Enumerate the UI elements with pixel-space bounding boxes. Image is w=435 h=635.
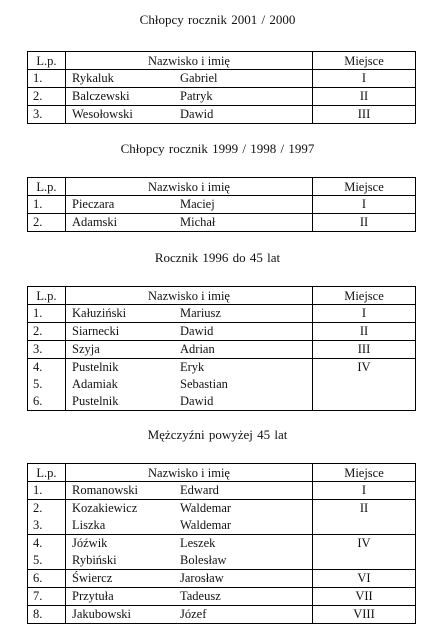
row-number: 2.	[33, 89, 43, 103]
surname: Wesołowski	[72, 107, 133, 121]
firstname: Michał	[180, 215, 216, 229]
place-cell: VIII	[313, 606, 416, 624]
surname: Jóźwik	[72, 536, 108, 550]
row-number: 8.	[33, 607, 43, 621]
row-number: 1.	[33, 306, 43, 320]
table-row	[28, 606, 416, 624]
table-row	[28, 323, 416, 341]
surname: Świercz	[72, 571, 113, 585]
results-table	[27, 177, 416, 232]
surname: Siarnecki	[72, 324, 120, 338]
firstname: Adrian	[180, 342, 215, 356]
competitor-name	[72, 88, 312, 105]
place-cell: III	[313, 341, 416, 359]
firstname: Dawid	[180, 324, 214, 338]
header-row	[28, 178, 416, 196]
name-cell	[66, 570, 313, 588]
lp-cell	[28, 535, 66, 570]
firstname: Bolesław	[180, 553, 227, 567]
lp-cell	[28, 70, 66, 88]
surname: Pustelnik	[72, 360, 119, 374]
table-row	[28, 88, 416, 106]
firstname: Patryk	[180, 89, 213, 103]
place-cell: I	[313, 70, 416, 88]
lp-cell	[28, 323, 66, 341]
firstname: Eryk	[180, 360, 205, 374]
lp-cell	[28, 341, 66, 359]
firstname: Jarosław	[180, 571, 224, 585]
name-cell	[66, 305, 313, 323]
table-row	[28, 570, 416, 588]
table-row	[28, 359, 416, 411]
row-number: 3.	[33, 518, 43, 532]
competitor-name	[72, 570, 312, 587]
section-title: Rocznik 1996 do 45 lat	[154, 250, 281, 265]
place-cell: I	[313, 482, 416, 500]
row-number: 3.	[33, 107, 43, 121]
name-cell	[66, 341, 313, 359]
name-cell	[66, 588, 313, 606]
lp-cell	[28, 88, 66, 106]
row-number: 5.	[33, 553, 43, 567]
surname: Kałuziński	[72, 306, 127, 320]
firstname: Leszek	[180, 536, 216, 550]
place-cell: I	[313, 196, 416, 214]
surname: Balczewski	[72, 89, 130, 103]
row-number: 3.	[33, 342, 43, 356]
competitor-name	[72, 482, 312, 499]
surname: Przytuła	[72, 589, 114, 603]
competitor-name	[72, 500, 312, 517]
table-row	[28, 305, 416, 323]
row-number: 1.	[33, 483, 43, 497]
competitor-name	[72, 517, 312, 534]
name-cell	[66, 214, 313, 232]
name-cell	[66, 359, 313, 411]
column-header-lp: L.p.	[28, 287, 66, 305]
surname: Adamiak	[72, 377, 118, 391]
name-cell	[66, 88, 313, 106]
firstname: Tadeusz	[180, 589, 221, 603]
competitor-name	[72, 552, 312, 569]
row-number: 2.	[33, 324, 43, 338]
place-cell: IV	[313, 535, 416, 570]
competitor-name	[72, 196, 312, 213]
lp-cell	[28, 606, 66, 624]
firstname: Dawid	[180, 394, 214, 408]
firstname: Józef	[180, 607, 207, 621]
place-cell: VI	[313, 570, 416, 588]
table-row	[28, 588, 416, 606]
table-row	[28, 341, 416, 359]
place-cell: III	[313, 106, 416, 124]
name-cell	[66, 70, 313, 88]
name-cell	[66, 196, 313, 214]
column-header-lp: L.p.	[28, 52, 66, 70]
lp-cell	[28, 482, 66, 500]
table-row	[28, 106, 416, 124]
row-number: 2.	[33, 215, 43, 229]
competitor-name	[72, 376, 312, 393]
lp-cell	[28, 570, 66, 588]
competitor-name	[72, 588, 312, 605]
firstname: Edward	[180, 483, 219, 497]
firstname: Gabriel	[180, 71, 218, 85]
firstname: Dawid	[180, 107, 214, 121]
column-header-lp: L.p.	[28, 178, 66, 196]
surname: Adamski	[72, 215, 118, 229]
row-number: 6.	[33, 571, 43, 585]
place-cell: II	[313, 88, 416, 106]
row-number: 6.	[33, 394, 43, 408]
firstname: Sebastian	[180, 377, 228, 391]
name-cell	[66, 482, 313, 500]
competitor-name	[72, 305, 312, 322]
column-header-lp: L.p.	[28, 464, 66, 482]
column-header-place: Miejsce	[313, 464, 416, 482]
column-header-name: Nazwisko i imię	[66, 464, 313, 482]
lp-cell	[28, 588, 66, 606]
surname: Romanowski	[72, 483, 138, 497]
competitor-name	[72, 535, 312, 552]
results-table	[27, 51, 416, 124]
competitor-name	[72, 70, 312, 87]
competitor-name	[72, 341, 312, 358]
lp-cell	[28, 359, 66, 411]
surname: Szyja	[72, 342, 100, 356]
column-header-name: Nazwisko i imię	[66, 52, 313, 70]
surname: Liszka	[72, 518, 106, 532]
header-row	[28, 464, 416, 482]
name-cell	[66, 106, 313, 124]
row-number: 4.	[33, 536, 43, 550]
surname: Rybiński	[72, 553, 117, 567]
column-header-place: Miejsce	[313, 52, 416, 70]
lp-cell	[28, 196, 66, 214]
row-number: 1.	[33, 71, 43, 85]
table-row	[28, 482, 416, 500]
competitor-name	[72, 393, 312, 410]
column-header-place: Miejsce	[313, 287, 416, 305]
competitor-name	[72, 606, 312, 623]
place-cell: II	[313, 500, 416, 535]
place-cell: II	[313, 323, 416, 341]
column-header-place: Miejsce	[313, 178, 416, 196]
place-cell: II	[313, 214, 416, 232]
lp-cell	[28, 106, 66, 124]
surname: Pieczara	[72, 197, 115, 211]
results-table	[27, 463, 416, 624]
firstname: Mariusz	[180, 306, 221, 320]
table-row	[28, 196, 416, 214]
surname: Pustelnik	[72, 394, 119, 408]
surname: Jakubowski	[72, 607, 132, 621]
firstname: Waldemar	[180, 501, 232, 515]
column-header-name: Nazwisko i imię	[66, 287, 313, 305]
row-number: 1.	[33, 197, 43, 211]
row-number: 2.	[33, 501, 43, 515]
competitor-name	[72, 214, 312, 231]
row-number: 4.	[33, 360, 43, 374]
table-row	[28, 214, 416, 232]
competitor-name	[72, 323, 312, 340]
lp-cell	[28, 305, 66, 323]
section-title: Chłopcy rocznik 2001 / 2000	[139, 12, 296, 27]
firstname: Maciej	[180, 197, 215, 211]
competitor-name	[72, 106, 312, 123]
table-row	[28, 70, 416, 88]
table-row	[28, 535, 416, 570]
row-number: 5.	[33, 377, 43, 391]
table-row	[28, 500, 416, 535]
name-cell	[66, 606, 313, 624]
lp-cell	[28, 500, 66, 535]
name-cell	[66, 500, 313, 535]
place-cell: IV	[313, 359, 416, 411]
lp-cell	[28, 214, 66, 232]
firstname: Waldemar	[180, 518, 232, 532]
section-title: Chłopcy rocznik 1999 / 1998 / 1997	[120, 141, 315, 156]
surname: Rykaluk	[72, 71, 114, 85]
name-cell	[66, 323, 313, 341]
place-cell: I	[313, 305, 416, 323]
results-table	[27, 286, 416, 411]
competitor-name	[72, 359, 312, 376]
header-row	[28, 52, 416, 70]
column-header-name: Nazwisko i imię	[66, 178, 313, 196]
surname: Kozakiewicz	[72, 501, 138, 515]
name-cell	[66, 535, 313, 570]
place-cell: VII	[313, 588, 416, 606]
row-number: 7.	[33, 589, 43, 603]
section-title: Mężczyźni powyżej 45 lat	[147, 427, 288, 442]
header-row	[28, 287, 416, 305]
